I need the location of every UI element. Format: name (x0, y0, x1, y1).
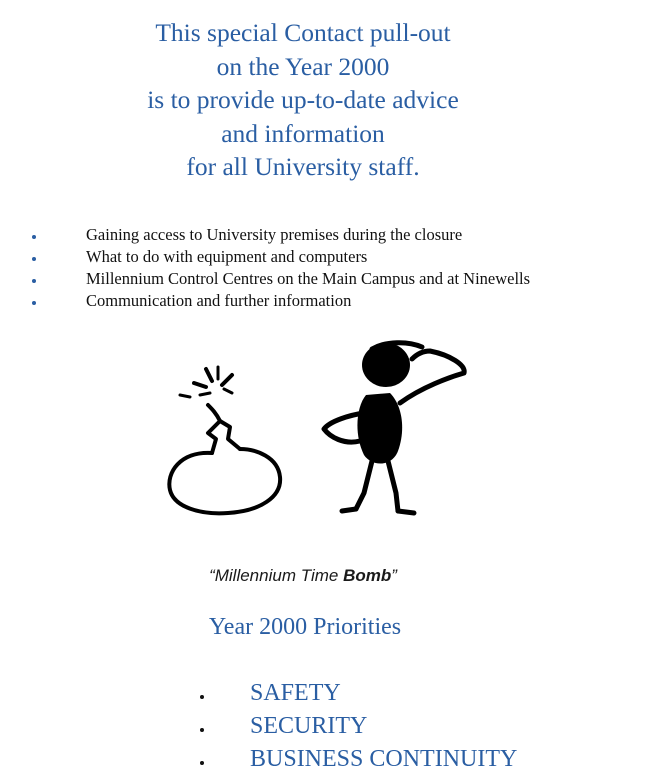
intro-heading (0, 16, 606, 184)
topic-text: Gaining access to University premises during the closure (86, 225, 463, 244)
priority-text: SAFETY (250, 680, 341, 706)
intro-line: on the Year 2000 (216, 51, 390, 81)
confused-person-icon (324, 343, 464, 513)
bullet-icon (200, 761, 204, 765)
topic-text: Communication and further information (86, 291, 352, 310)
intro-line: This special Contact pull-out (155, 18, 451, 47)
priority-text: SECURITY (250, 713, 368, 739)
caption-close: ” (391, 566, 397, 585)
bullet-icon (32, 257, 36, 261)
priority-text: BUSINESS CONTINUITY (250, 746, 518, 772)
bomb-icon (169, 367, 280, 513)
bullet-icon (200, 728, 204, 732)
illustration-caption (0, 566, 606, 586)
caption-bold: Bomb (343, 566, 392, 585)
bullet-icon (32, 301, 36, 305)
bullet-icon (32, 235, 36, 239)
topic-text: Millennium Control Centres on the Main Campus and at Ninewells (86, 269, 531, 288)
priorities-title: Year 2000 Priorities (208, 614, 402, 640)
intro-line: and information (221, 118, 385, 148)
topic-text: What to do with equipment and computers (86, 247, 368, 266)
millennium-bomb-illustration (160, 325, 480, 525)
intro-line: is to provide up-to-date advice (147, 85, 459, 114)
caption-open: “Millennium Time (209, 566, 344, 585)
bullet-icon (32, 279, 36, 283)
bullet-icon (200, 695, 204, 699)
intro-line: for all University staff. (186, 152, 420, 181)
